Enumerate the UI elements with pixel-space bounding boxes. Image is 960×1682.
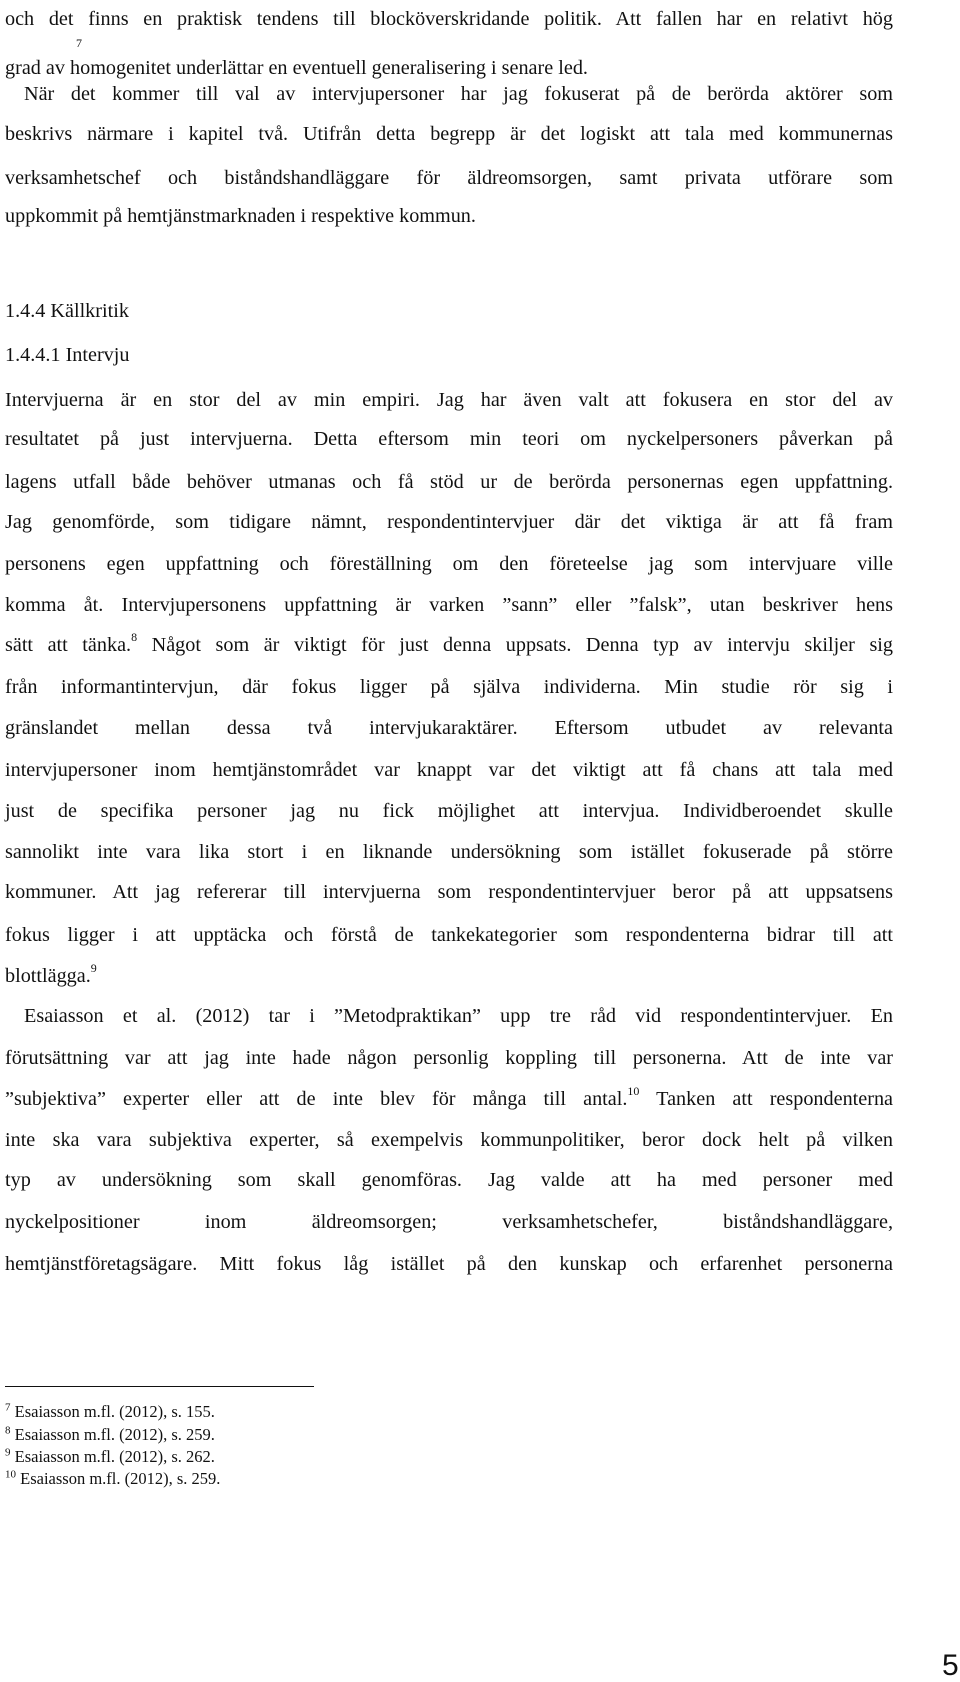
text-line: resultatet på just intervjuerna. Detta eftersom min teori om nyckelpersoners påverkan på: [5, 428, 893, 450]
text-line: lagens utfall både behöver utmanas och få stöd ur de berörda personernas egen uppfattning.: [5, 471, 893, 493]
footnote-ref: 7: [76, 36, 82, 50]
footnote: $^9$ Esaiasson m.fl. (2012), s. 262.: [5, 1446, 215, 1466]
text-line: ”subjektiva” experter eller att de inte blev för många till antal.$^{10}$ Tanken att respondenterna: [5, 1083, 894, 1110]
text-line: just de specifika personer jag nu fick möjlighet att intervjua. Individberoendet skulle: [5, 800, 893, 822]
section-heading: 1.4.4 Källkritik: [5, 300, 129, 322]
text-line: nyckelpositioner inom äldreomsorgen; verksamhetschefer, biståndshandläggare,: [5, 1211, 893, 1233]
footnote-separator: [5, 1386, 314, 1387]
footnote: $^8$ Esaiasson m.fl. (2012), s. 259.: [5, 1424, 215, 1444]
text-line: typ av undersökning som skall genomföras. Jag valde att ha med personer med: [5, 1169, 893, 1191]
footnote-ref: 9: [90, 960, 97, 975]
text-line: Intervjuerna är en stor del av min empiri. Jag har även valt att fokusera en stor del av: [5, 389, 893, 411]
text-line: förutsättning var att jag inte hade någon personlig koppling till personerna. Att de inte var: [5, 1047, 893, 1069]
text-line: beskrivs närmare i kapitel två. Utifrån detta begrepp är det logiskt att tala med kommunernas: [5, 123, 893, 145]
text-line: När det kommer till val av intervjupersoner har jag fokuserat på de berörda aktörer som: [24, 83, 893, 105]
text-line: från informantintervjun, där fokus ligger på själva individerna. Min studie rör sig i: [5, 676, 893, 698]
footnote-ref: 10: [627, 1083, 640, 1098]
text-line: Esaiasson et al. (2012) tar i ”Metodpraktikan” upp tre råd vid respondentintervjuer. En: [24, 1005, 893, 1027]
footnote-ref: 8: [131, 629, 138, 644]
text-line: sätt att tänka.$^8$ Något som är viktigt för just denna uppsats. Denna typ av intervju skiljer sig: [5, 629, 893, 656]
text-line: komma åt. Intervjupersonens uppfattning är varken ”sann” eller ”falsk”, utan beskriver hens: [5, 594, 893, 616]
text-line: sannolikt inte vara lika stort i en liknande undersökning som istället fokuserade på större: [5, 841, 893, 863]
text-line: grad av homogenitet underlättar en eventuell generalisering i senare led.: [5, 57, 588, 79]
text-line: verksamhetschef och biståndshandläggare för äldreomsorgen, samt privata utförare som: [5, 167, 893, 189]
subsection-heading: 1.4.4.1 Intervju: [5, 344, 130, 366]
text-line: fokus ligger i att upptäcka och förstå de tankekategorier som respondenterna bidrar till att: [5, 924, 893, 946]
text-line: uppkommit på hemtjänstmarknaden i respektive kommun.: [5, 205, 476, 227]
footnote: $^7$ Esaiasson m.fl. (2012), s. 155.: [5, 1401, 215, 1421]
text-line: inte ska vara subjektiva experter, så exempelvis kommunpolitiker, beror dock helt på vilken: [5, 1129, 893, 1151]
text-line: blottlägga.$^9$: [5, 960, 97, 987]
text-line: hemtjänstföretagsägare. Mitt fokus låg istället på den kunskap och erfarenhet personerna: [5, 1253, 893, 1275]
text-line: personens egen uppfattning och föreställning om den företeelse jag som intervjuare ville: [5, 553, 893, 575]
footnote: $^{10}$ Esaiasson m.fl. (2012), s. 259.: [5, 1468, 221, 1488]
text-line: gränslandet mellan dessa två intervjukaraktärer. Eftersom utbudet av relevanta: [5, 717, 893, 739]
text-line: kommuner. Att jag refererar till intervjuerna som respondentintervjuer beror på att uppsatsens: [5, 881, 893, 903]
text-line: Jag genomförde, som tidigare nämnt, respondentintervjuer där det viktiga är att få fram: [5, 511, 893, 533]
page-number: 5: [942, 1649, 959, 1682]
text-line: intervjupersoner inom hemtjänstområdet var knappt var det viktigt att få chans att tala med: [5, 759, 893, 781]
text-line: och det finns en praktisk tendens till blocköverskridande politik. Att fallen har en relativt hög: [5, 8, 893, 30]
